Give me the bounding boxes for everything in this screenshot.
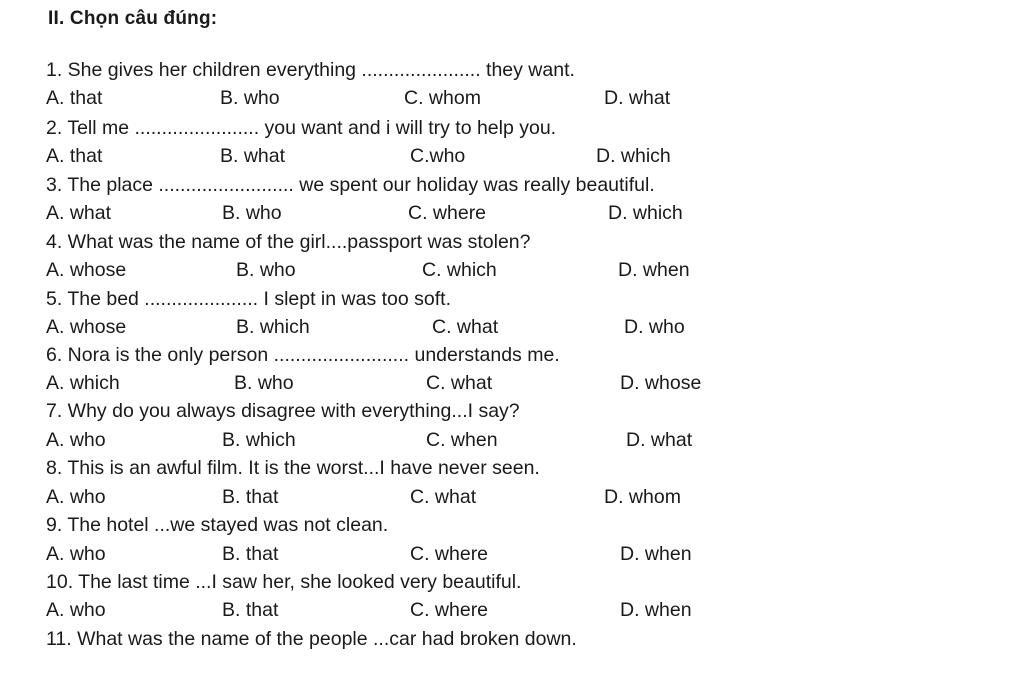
q7-option-c: C. when [426, 429, 498, 451]
q5-option-a: A. whose [46, 316, 127, 338]
q3-option-b: B. who [222, 202, 282, 224]
q2-option-d: D. which [596, 145, 671, 167]
q3-option-a: A. what [46, 202, 112, 224]
question-11: 11. What was the name of the people ...car had broken down. [46, 628, 577, 650]
question-5: 5. The bed ..................... I slept in was too soft. [46, 288, 451, 310]
question-1: 1. She gives her children everything ...................... they want. [46, 59, 575, 81]
question-10: 10. The last time ...I saw her, she looked very beautiful. [46, 571, 522, 593]
q6-option-d: D. whose [620, 372, 702, 394]
question-9: 9. The hotel ...we stayed was not clean. [46, 514, 389, 536]
q1-option-c: C. whom [404, 87, 481, 109]
q3-option-d: D. which [608, 202, 683, 224]
q6-option-a: A. which [46, 372, 120, 394]
q4-option-c: C. which [422, 259, 497, 281]
q5-option-b: B. which [236, 316, 310, 338]
q4-option-d: D. when [618, 259, 690, 281]
q7-option-d: D. what [626, 429, 693, 451]
q9-option-a: A. who [46, 543, 106, 565]
q4-option-a: A. whose [46, 259, 127, 281]
q8-option-b: B. that [222, 486, 279, 508]
question-4: 4. What was the name of the girl....passport was stolen? [46, 231, 531, 253]
q6-option-c: C. what [426, 372, 493, 394]
q1-option-b: B. who [220, 87, 280, 109]
q6-option-b: B. who [234, 372, 294, 394]
q7-option-b: B. which [222, 429, 296, 451]
q10-option-c: C. where [410, 599, 489, 621]
q2-option-b: B. what [220, 145, 286, 167]
q2-option-a: A. that [46, 145, 103, 167]
question-3: 3. The place ......................... we spent our holiday was really beautiful. [46, 174, 655, 196]
q9-option-d: D. when [620, 543, 692, 565]
q8-option-d: D. whom [604, 486, 681, 508]
q1-option-d: D. what [604, 87, 671, 109]
q5-option-c: C. what [432, 316, 499, 338]
question-7: 7. Why do you always disagree with everything...I say? [46, 400, 520, 422]
q10-option-a: A. who [46, 599, 106, 621]
q5-option-d: D. who [624, 316, 685, 338]
q2-option-c: C.who [410, 145, 466, 167]
q4-option-b: B. who [236, 259, 296, 281]
section-title: II. Chọn câu đúng: [48, 8, 218, 29]
q8-option-a: A. who [46, 486, 106, 508]
q7-option-a: A. who [46, 429, 106, 451]
q9-option-b: B. that [222, 543, 279, 565]
question-2: 2. Tell me ....................... you want and i will try to help you. [46, 117, 557, 139]
q10-option-b: B. that [222, 599, 279, 621]
q9-option-c: C. where [410, 543, 489, 565]
q3-option-c: C. where [408, 202, 487, 224]
question-6: 6. Nora is the only person ......................... understands me. [46, 344, 560, 366]
q10-option-d: D. when [620, 599, 692, 621]
q8-option-c: C. what [410, 486, 477, 508]
question-8: 8. This is an awful film. It is the worst...I have never seen. [46, 457, 540, 479]
q1-option-a: A. that [46, 87, 103, 109]
